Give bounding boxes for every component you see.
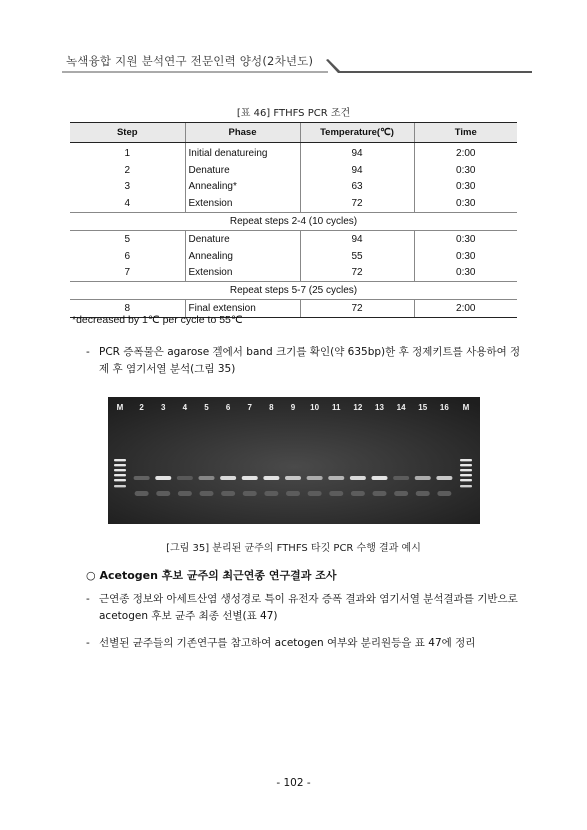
repeat-row: [70, 282, 517, 300]
table-row: [70, 248, 517, 265]
lane-label: 13: [375, 403, 384, 412]
cell-time: 0:30: [414, 265, 517, 282]
cell-phase: Annealing: [185, 248, 300, 265]
cell-phase: Initial denatureing: [185, 143, 300, 162]
ladder-band: [114, 474, 126, 476]
header-temperature: Temperature(℃): [300, 123, 414, 143]
cell-phase: Annealing*: [185, 179, 300, 196]
lane-label: 2: [139, 403, 144, 412]
lane-label: 7: [247, 403, 252, 412]
ladder-band: [460, 469, 472, 471]
paragraph-summary: [88, 635, 528, 652]
paragraph-pcr: [88, 344, 528, 378]
ladder-band: [114, 469, 126, 471]
lane-label: 15: [418, 403, 428, 412]
list-dash: -: [86, 637, 90, 649]
table-row: [70, 230, 517, 247]
cell-step: 8: [70, 300, 185, 318]
cell-temp: 94: [300, 143, 414, 162]
table-row: [70, 195, 517, 212]
cell-step: 2: [124, 164, 131, 176]
cell-step: 3: [124, 181, 131, 193]
cell-time: 2:00: [414, 300, 517, 318]
primer-dimer-band: [308, 491, 322, 496]
primer-dimer-band: [373, 491, 387, 496]
list-dash: -: [86, 346, 90, 358]
pcr-band: [328, 476, 344, 480]
cell-step: 5: [124, 233, 131, 245]
cell-temp: 94: [300, 162, 414, 179]
cell-time: 0:30: [414, 179, 517, 196]
primer-dimer-band: [351, 491, 365, 496]
pcr-band: [285, 476, 301, 480]
cell-step: 7: [124, 267, 131, 279]
ladder-band: [114, 485, 126, 487]
section-title: Acetogen 후보 균주의 최근연종 연구결과 조사: [99, 569, 337, 582]
primer-dimer-band: [437, 491, 451, 496]
primer-dimer-band: [221, 491, 235, 496]
repeat-cell: Repeat steps 2-4 (10 cycles): [70, 213, 517, 231]
primer-dimer-band: [156, 491, 170, 496]
lane-label: 14: [396, 403, 406, 412]
ladder-band: [460, 479, 472, 481]
pcr-band: [393, 476, 409, 480]
lane-label: M: [116, 403, 124, 412]
primer-dimer-band: [243, 491, 257, 496]
cell-temp: 72: [300, 300, 414, 318]
lane-label: 8: [269, 403, 274, 412]
pcr-band: [155, 476, 171, 480]
primer-dimer-band: [329, 491, 343, 496]
table-row: [70, 143, 517, 162]
lane-label: 5: [204, 403, 209, 412]
cell-phase: Extension: [185, 195, 300, 212]
lane-label: 10: [310, 403, 320, 412]
list-dash: -: [86, 593, 90, 605]
header-time: Time: [414, 123, 517, 143]
cell-time: 2:00: [414, 143, 517, 162]
cell-phase: Extension: [185, 265, 300, 282]
cell-step: 6: [124, 250, 131, 262]
lane-label: 16: [439, 403, 449, 412]
ladder-band: [114, 459, 126, 461]
cell-time: 0:30: [414, 230, 517, 247]
pcr-band: [350, 476, 366, 480]
pcr-band: [415, 476, 431, 480]
primer-dimer-band: [416, 491, 430, 496]
lane-label: 4: [182, 403, 188, 412]
ladder-band: [460, 485, 472, 487]
primer-dimer-band: [178, 491, 192, 496]
lane-label: M: [462, 403, 470, 412]
gel-background: [108, 397, 480, 524]
lane-label: 12: [353, 403, 363, 412]
pcr-band: [307, 476, 323, 480]
paragraph-text: PCR 증폭물은 agarose 겔에서 band 크기를 확인(약 635bp)한 후 정제키트를 사용하여 정제 후 염기서열 분석(그림 35): [99, 346, 521, 375]
cell-step: 1: [124, 147, 131, 159]
cell-temp: 72: [300, 195, 414, 212]
paragraph-text: 선별된 균주들의 기존연구를 참고하여 acetogen 여부와 분리원등을 표 47에 정리: [99, 637, 476, 649]
lane-label: 3: [161, 403, 166, 412]
primer-dimer-band: [286, 491, 300, 496]
paragraph-selection: [88, 591, 528, 625]
primer-dimer-band: [264, 491, 278, 496]
table-row: [70, 265, 517, 282]
repeat-row: [70, 213, 517, 231]
cell-temp: 72: [300, 265, 414, 282]
section-heading: [86, 567, 336, 583]
ladder-band: [460, 474, 472, 476]
pcr-band: [177, 476, 193, 480]
pcr-conditions-table: [70, 122, 517, 318]
cell-temp: 63: [300, 179, 414, 196]
pcr-band: [242, 476, 258, 480]
gel-electrophoresis-image: [108, 397, 480, 524]
figure-caption: [그림 35] 분리된 균주의 FTHFS 타깃 PCR 수행 결과 예시: [166, 543, 421, 554]
table-caption: [표 46] FTHFS PCR 조건: [236, 108, 351, 119]
table-header-row: [70, 123, 517, 143]
pcr-band: [134, 476, 150, 480]
cell-phase: Final extension: [185, 300, 300, 318]
repeat-cell: Repeat steps 5-7 (25 cycles): [70, 282, 517, 300]
cell-time: 0:30: [414, 195, 517, 212]
cell-temp: 94: [300, 230, 414, 247]
primer-dimer-band: [135, 491, 149, 496]
lane-label: 6: [225, 403, 231, 412]
pcr-band: [436, 476, 452, 480]
header-phase: Phase: [185, 123, 300, 143]
section-bullet: ○: [86, 569, 96, 582]
ladder-band: [460, 464, 472, 466]
primer-dimer-band: [394, 491, 408, 496]
header-rule: [62, 58, 532, 74]
pcr-band: [220, 476, 236, 480]
table-row: [70, 179, 517, 196]
header-step: Step: [70, 123, 185, 143]
ladder-band: [460, 459, 472, 461]
cell-temp: 55: [300, 248, 414, 265]
ladder-band: [114, 479, 126, 481]
primer-dimer-band: [200, 491, 214, 496]
table-row: [70, 162, 517, 179]
paragraph-text: 근연종 정보와 아세트산염 생성경로 특이 유전자 증폭 결과와 염기서열 분석결과를 기반으로 acetogen 후보 균주 최종 선별(표 47): [99, 593, 518, 622]
table-footnote: *decreased by 1℃ per cycle to 55℃: [72, 314, 243, 326]
cell-phase: Denature: [185, 162, 300, 179]
ladder-band: [114, 464, 126, 466]
pcr-band: [372, 476, 388, 480]
cell-phase: Denature: [185, 230, 300, 247]
cell-time: 0:30: [414, 162, 517, 179]
pcr-band: [263, 476, 279, 480]
page-number: - 102 -: [276, 777, 311, 789]
pcr-band: [199, 476, 215, 480]
lane-label: 11: [332, 403, 341, 412]
cell-time: 0:30: [414, 248, 517, 265]
lane-label: 9: [290, 403, 296, 412]
page-header-title: 녹색융합 지원 분석연구 전문인력 양성(2차년도): [66, 54, 314, 68]
cell-step: 4: [124, 198, 131, 210]
